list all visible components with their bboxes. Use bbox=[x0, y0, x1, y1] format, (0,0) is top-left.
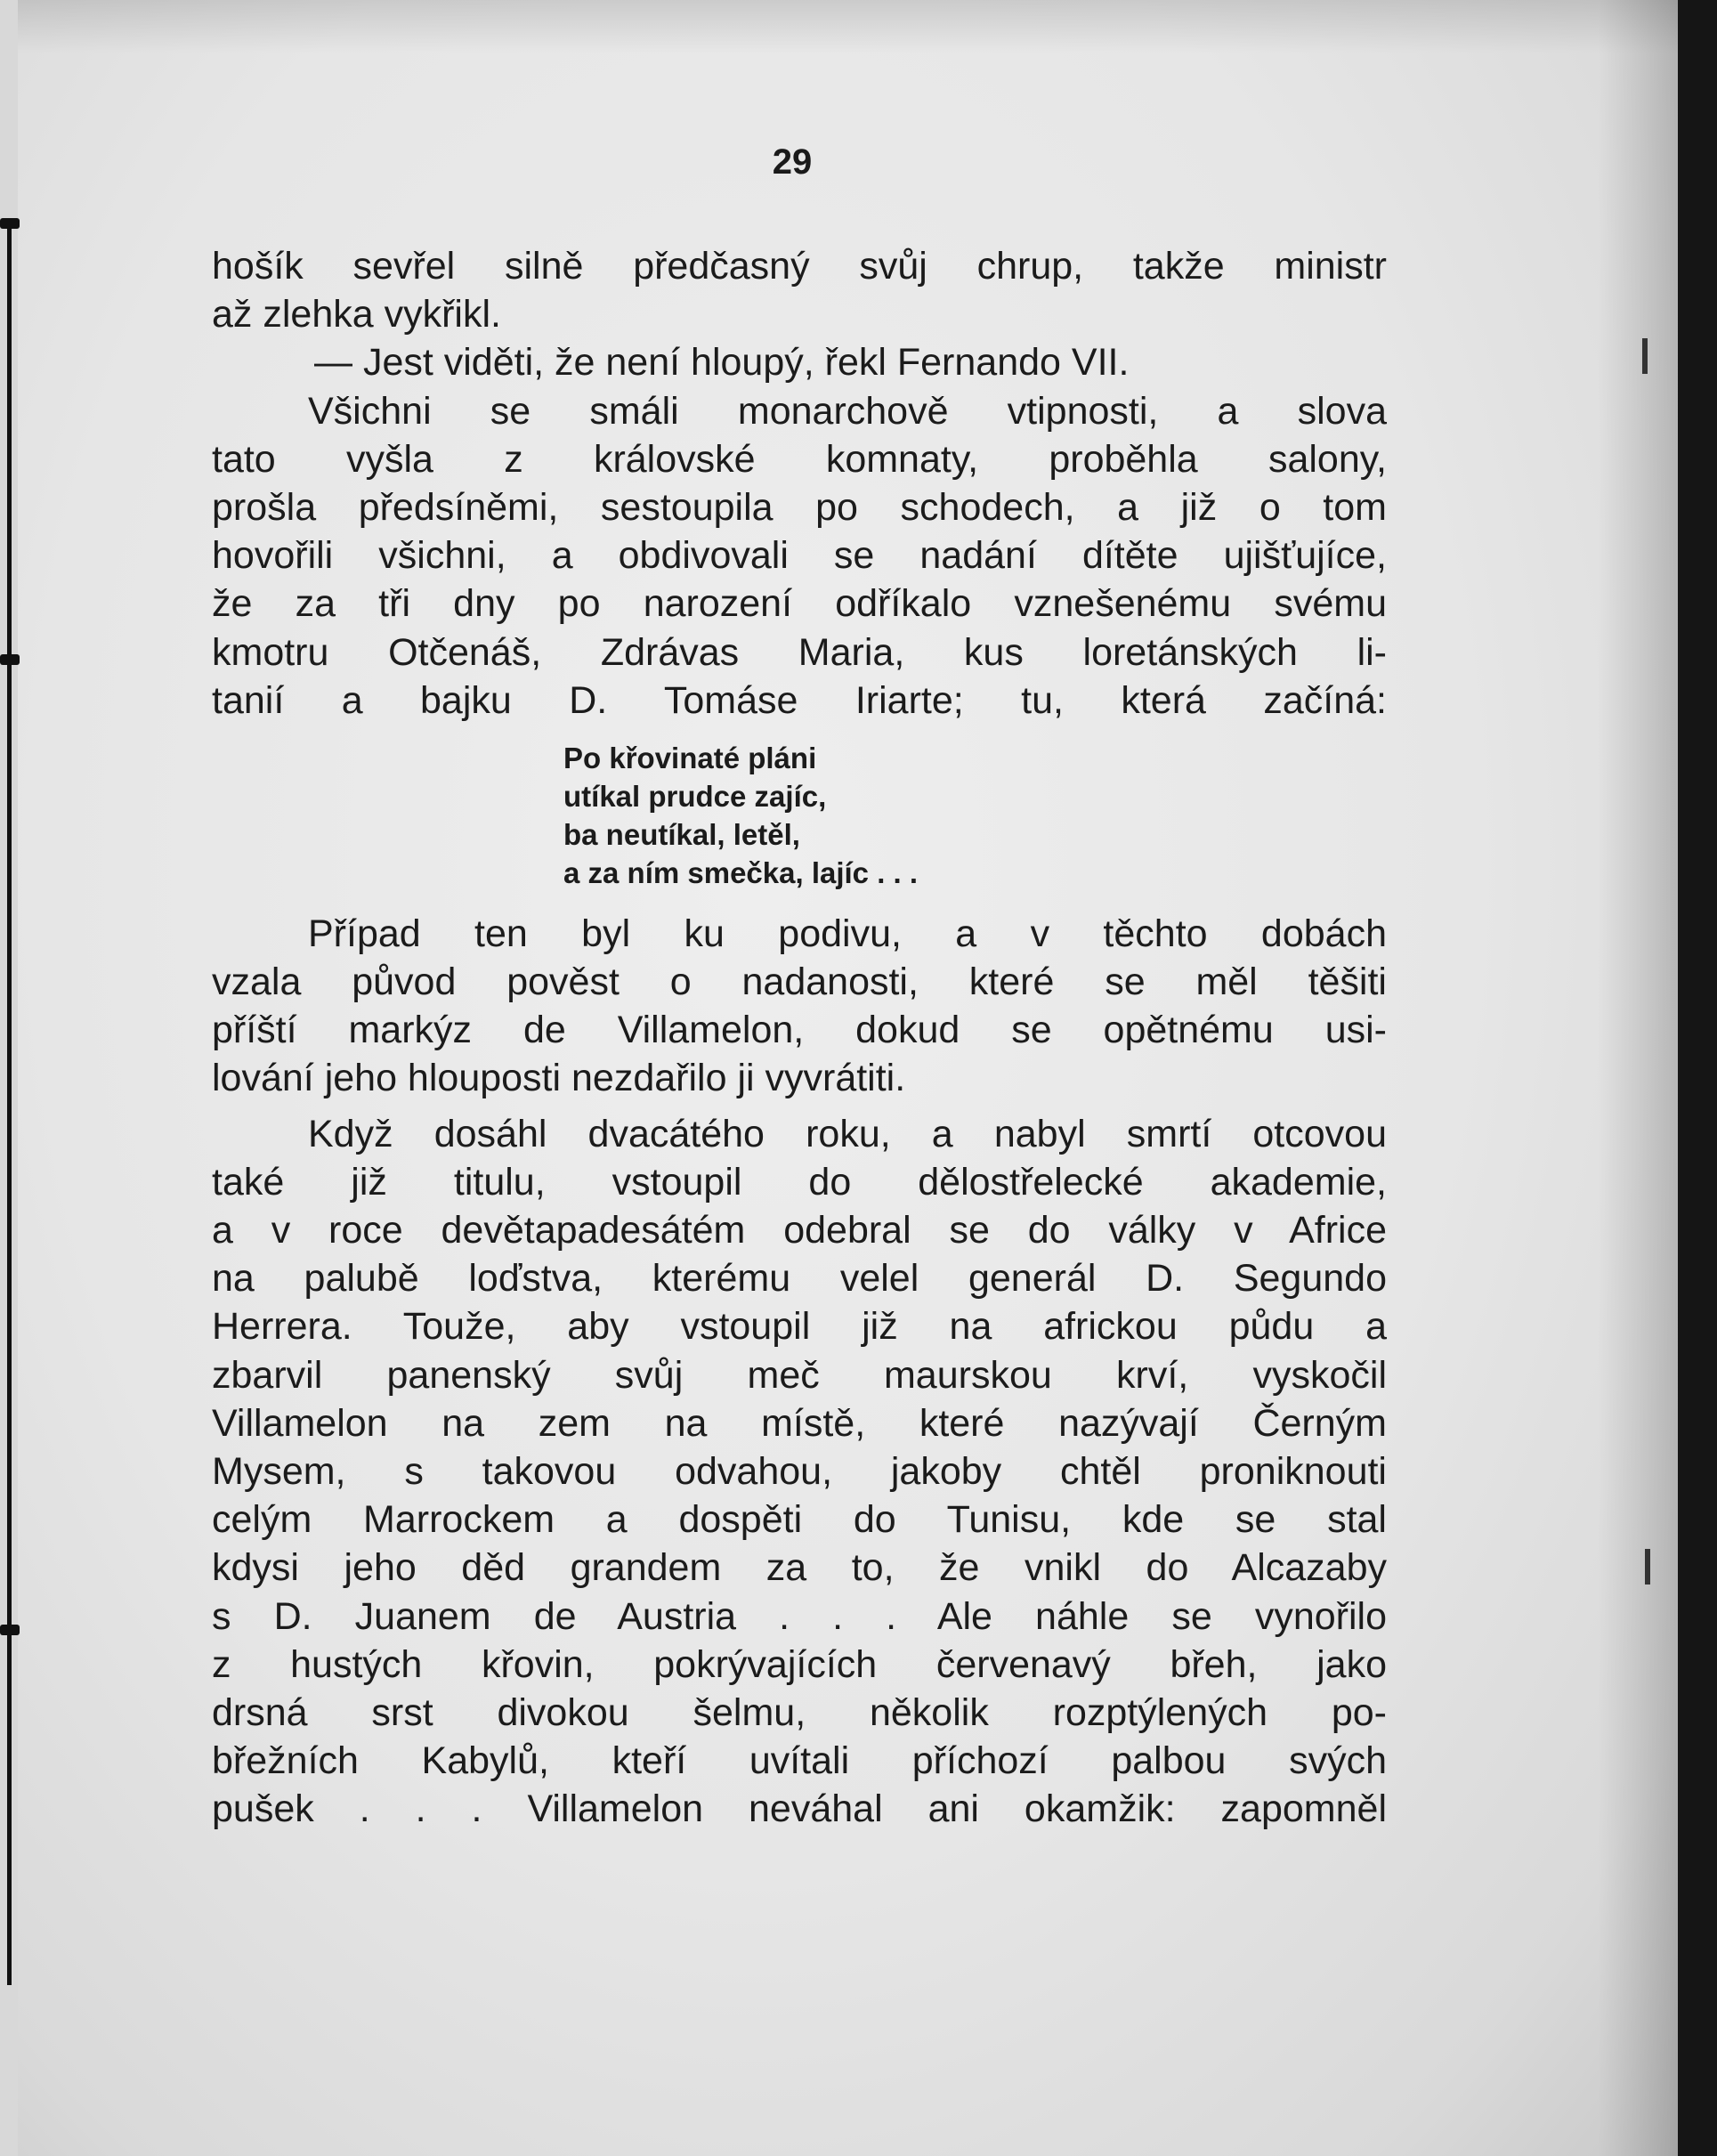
text-line: také již titulu, vstoupil do dělostřelecké akademie, bbox=[212, 1160, 1387, 1204]
text-line: drsná srst divokou šelmu, několik rozptýlených po- bbox=[212, 1690, 1387, 1734]
paragraph bbox=[212, 1110, 1387, 1834]
verse-line: Po křovinaté pláni bbox=[563, 741, 817, 774]
text-line: kdysi jeho děd grandem za to, že vnikl do Alcazaby bbox=[212, 1546, 1387, 1590]
text-line: příští markýz de Villamelon, dokud se opětnému usi- bbox=[212, 1009, 1387, 1052]
verse-line: a za ním smečka, lajíc . . . bbox=[563, 855, 919, 889]
text-line: tanií a bajku D. Tomáse Iriarte; tu, která začíná: bbox=[212, 678, 1387, 722]
text-line: vzala původ pověst o nadanosti, které se měl těšiti bbox=[212, 960, 1387, 1004]
binding-thread bbox=[7, 223, 12, 1985]
verse-quote bbox=[563, 739, 1387, 892]
text-line: až zlehka vykřikl. bbox=[212, 293, 501, 336]
text-line: a v roce devětapadesátém odebral se do války v Africe bbox=[212, 1209, 1387, 1252]
text-line: Případ ten byl ku podivu, a v těchto dobách bbox=[308, 912, 1387, 955]
text-line: z hustých křovin, pokrývajících červenavý břeh, jako bbox=[212, 1642, 1387, 1686]
binding-stitch bbox=[0, 654, 20, 665]
text-line: břežních Kabylů, kteří uvítali příchozí palbou svých bbox=[212, 1739, 1387, 1783]
scan-mark bbox=[1645, 1549, 1650, 1585]
paragraph bbox=[212, 910, 1387, 1103]
text-line: hošík sevřel silně předčasný svůj chrup, takže ministr bbox=[212, 245, 1387, 288]
text-line: lování jeho hlouposti nezdařilo ji vyvrátiti. bbox=[212, 1057, 906, 1100]
verse-line: utíkal prudce zajíc, bbox=[563, 779, 827, 813]
page-number: 29 bbox=[772, 142, 813, 182]
paragraph bbox=[212, 242, 1387, 338]
text-line: hovořili všichni, a obdivovali se nadání dítěte ujišťujíce, bbox=[212, 534, 1387, 578]
text-line: tato vyšla z královské komnaty, proběhla salony, bbox=[212, 437, 1387, 481]
top-shadow bbox=[0, 0, 1678, 53]
binding-stitch bbox=[0, 1625, 20, 1635]
text-line: Herrera. Touže, aby vstoupil již na africkou půdu a bbox=[212, 1305, 1387, 1349]
text-line: zbarvil panenský svůj meč maurskou krví, vyskočil bbox=[212, 1353, 1387, 1397]
binding-stitch bbox=[0, 218, 20, 229]
body-text bbox=[212, 242, 1387, 1833]
text-line: na palubě loďstva, kterému velel generál D. Segundo bbox=[212, 1257, 1387, 1301]
scan-mark bbox=[1642, 338, 1648, 374]
verse-line: ba neutíkal, letěl, bbox=[563, 817, 800, 851]
text-line: Všichni se smáli monarchově vtipnosti, a slova bbox=[308, 389, 1387, 433]
text-line: že za tři dny po narození odříkalo vznešenému svému bbox=[212, 582, 1387, 626]
paragraph bbox=[212, 338, 1387, 386]
text-line: prošla předsíněmi, sestoupila po schodech, a již o tom bbox=[212, 485, 1387, 529]
text-line: Mysem, s takovou odvahou, jakoby chtěl proniknouti bbox=[212, 1449, 1387, 1493]
binding-edge bbox=[0, 0, 18, 2156]
text-line: — Jest viděti, že není hloupý, řekl Fernando VII. bbox=[314, 341, 1130, 385]
text-line: s D. Juanem de Austria . . . Ale náhle se vynořilo bbox=[212, 1594, 1387, 1638]
paragraph bbox=[212, 387, 1387, 725]
text-line: celým Marrockem a dospěti do Tunisu, kde se stal bbox=[212, 1498, 1387, 1542]
text-line: kmotru Otčenáš, Zdrávas Maria, kus loretánských li- bbox=[212, 630, 1387, 674]
text-line: pušek . . . Villamelon neváhal ani okamžik: zapomněl bbox=[212, 1787, 1387, 1831]
paragraph-gap bbox=[212, 1103, 1387, 1110]
page-edge-shadow bbox=[1598, 0, 1678, 2156]
text-line: Villamelon na zem na místě, které nazývají Černým bbox=[212, 1401, 1387, 1445]
text-line: Když dosáhl dvacátého roku, a nabyl smrtí otcovou bbox=[308, 1112, 1387, 1155]
